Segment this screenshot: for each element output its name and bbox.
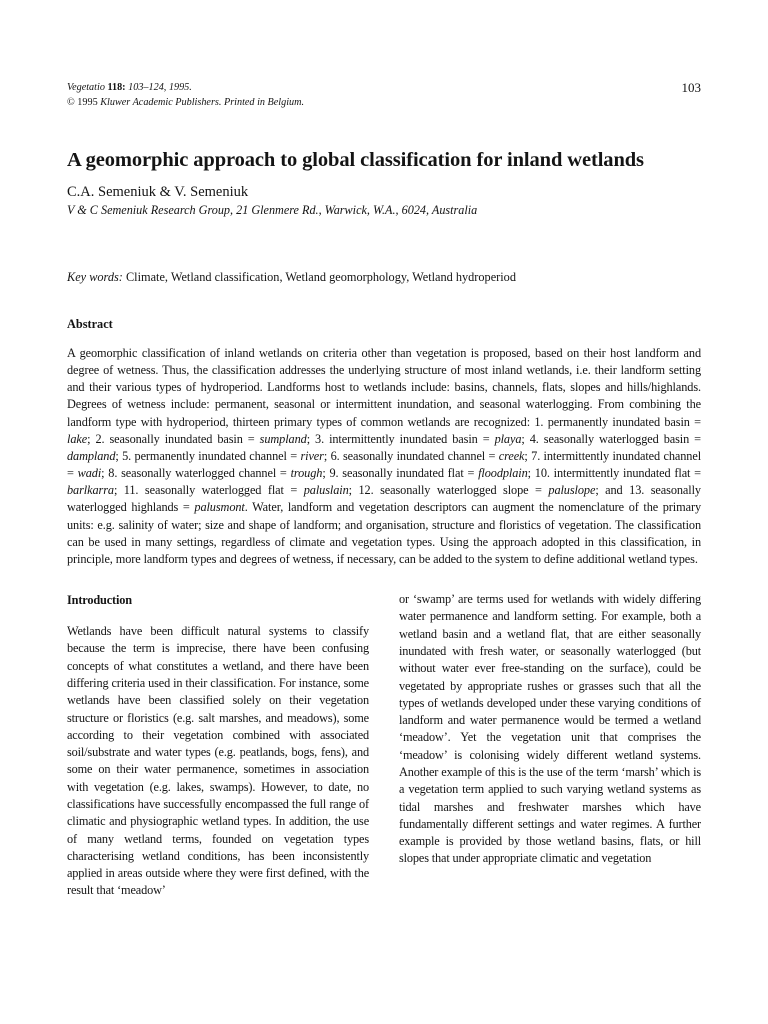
wetland-type-term: paluslain <box>303 483 349 498</box>
abstract-heading: Abstract <box>67 317 113 331</box>
wetland-type-desc: 2. seasonally inundated basin = <box>95 431 260 446</box>
left-column <box>67 591 369 900</box>
journal-citation <box>67 80 192 95</box>
wetland-type-separator: ; <box>524 448 532 463</box>
wetland-type-term: sumpland <box>259 431 307 446</box>
wetland-type-separator: ; <box>348 483 359 498</box>
wetland-type-term: lake <box>67 431 88 446</box>
wetland-type-separator: ; <box>322 466 330 481</box>
author-affiliation: V & C Semeniuk Research Group, 21 Glenmere Rd., Warwick, W.A., 6024, Australia <box>67 203 478 217</box>
wetland-type-separator: ; <box>113 483 124 498</box>
page-number: 103 <box>681 80 701 95</box>
journal-volume: 118: <box>107 82 126 93</box>
introduction-heading: Introduction <box>67 593 132 608</box>
keywords-text: Climate, Wetland classification, Wetland geomorphology, Wetland hydroperiod <box>122 270 516 284</box>
abstract-intro: A geomorphic classification of inland wetlands on criteria other than vegetation is proposed, based on their host landform and degree of wetness. Thus, the classification addresses the underlying structure of most inland wetlands, i.e. their landform setting and their various types of hydroperiod. Landforms host to wetlands include: basins, channels, flats, slopes and hills/highlands. Degrees of wetness include: permanent, seasonal or intermittent inundation, and seasonal waterlogging. From combining the landform type with hydroperiod, thirteen primary types of common wetlands are recognized: <box>67 346 701 429</box>
wetland-type-desc: 10. intermittently inundated flat = <box>534 466 702 481</box>
keywords-line <box>67 268 701 286</box>
wetland-type-term: river <box>300 448 324 463</box>
body-columns <box>67 591 701 900</box>
wetland-type-separator: ; <box>101 466 109 481</box>
journal-pages-year: 103–124, 1995. <box>125 82 192 93</box>
wetland-type-desc: 11. seasonally waterlogged flat = <box>123 483 304 498</box>
wetland-type-desc: 12. seasonally waterlogged slope = <box>358 483 549 498</box>
wetland-type-desc: 1. permanently inundated basin = <box>534 414 701 429</box>
wetland-type-term: paluslope <box>548 483 596 498</box>
wetland-type-separator: ; <box>87 431 96 446</box>
journal-name: Vegetatio <box>67 82 105 93</box>
right-column <box>399 591 701 900</box>
wetland-type-term: palusmont <box>194 500 245 515</box>
wetland-type-term: barlkarra <box>67 483 114 498</box>
wetland-type-desc: 8. seasonally waterlogged channel = <box>108 466 291 481</box>
publisher-line: Kluwer Academic Publishers. Printed in Belgium. <box>97 97 305 108</box>
wetland-type-desc: 6. seasonally inundated channel = <box>330 448 499 463</box>
wetland-type-desc: 3. intermittently inundated basin = <box>315 431 495 446</box>
wetland-type-desc: 5. permanently inundated channel = <box>122 448 301 463</box>
wetland-type-separator: ; <box>527 466 535 481</box>
wetland-type-term: trough <box>290 466 323 481</box>
introduction-paragraph-left: Wetlands have been difficult natural systems to classify because the term is imprecise, there have been confusing concepts of what constitutes a wetland, and there have been differing criteria used in their classification. For instance, some wetlands have been classified solely on their vegetation structure or floristics (e.g. salt marshes, and meadows), some according to their vegetation combined with associated soil/substrate and water types (e.g. peatlands, bogs, fens), and some on their water permanence, sometimes in association with vegetation (e.g. lakes, swamps). However, to date, no classifications have successfully encompassed the full range of climatic and physiographic wetland types. In addition, the use of many wetland terms, founded on vegetation types characterising wetland conditions, has been inconsistently applied in areas outside where they were first defined, with the result that ‘meadow’ <box>67 624 369 898</box>
wetland-type-separator: ; <box>306 431 316 446</box>
wetland-type-term: floodplain <box>478 466 528 481</box>
wetland-type-separator: ; <box>115 448 123 463</box>
abstract-outro: Water, landform and vegetation descriptors can augment the nomenclature of the primary units: e.g. salinity of water; size and shape of landform; and organisation, structure and floristics of vegetation. The classification can be used in many settings, regardless of climate and vegetation types. Using the approach adopted in this classification, in principle, more landform types and degrees of wetness, if necessary, can be added to the system to define additional wetland types. <box>67 500 701 566</box>
wetland-type-term: wadi <box>77 466 102 481</box>
article-authors: C.A. Semeniuk & V. Semeniuk <box>67 184 249 200</box>
copyright-year: © 1995 <box>67 97 98 108</box>
wetland-type-separator: ; <box>323 448 331 463</box>
wetland-type-desc: 7. intermittently inundated channel = <box>67 448 702 481</box>
paper-page <box>67 80 701 900</box>
wetland-type-separator: . <box>244 500 253 515</box>
wetland-type-term: dampland <box>67 448 116 463</box>
abstract-paragraph <box>67 345 701 568</box>
wetland-type-term: creek <box>498 448 525 463</box>
copyright-notice <box>67 95 304 110</box>
keywords-label: Key words: <box>67 270 123 284</box>
wetland-type-term: playa <box>494 431 522 446</box>
running-header <box>67 80 701 114</box>
wetland-type-separator: ; <box>521 431 530 446</box>
introduction-paragraph-right: or ‘swamp’ are terms used for wetlands with widely differing water permanence and landform setting. For example, both a wetland basin and a wetland flat, that are either seasonally inundated with fresh water, or seasonally waterlogged (but without water ever free-standing on the surface), could be vegetated by appropriate rushes or grasses such that all the types of wetlands developed under these varying conditions of landform and water permanence would be termed a wetland ‘meadow’. Yet the vegetation unit that comprises the ‘meadow’ is colonising widely different wetland systems. Another example of this is the use of the term ‘marsh’ which is a vegetation term applied to such varying wetland systems as tidal marshes and freshwater marshes which have fundamentally different settings and water regimes. A further example is provided by those wetland basins, flats, or hill slopes that under appropriate climatic and vegetation <box>399 592 701 866</box>
wetland-type-desc: 4. seasonally waterlogged basin = <box>529 431 702 446</box>
wetland-type-desc: 13. seasonally waterlogged highlands = <box>67 483 701 515</box>
wetland-type-separator: ; and <box>595 483 630 498</box>
article-title: A geomorphic approach to global classification for inland wetlands <box>67 149 644 171</box>
wetland-type-desc: 9. seasonally inundated flat = <box>329 466 479 481</box>
